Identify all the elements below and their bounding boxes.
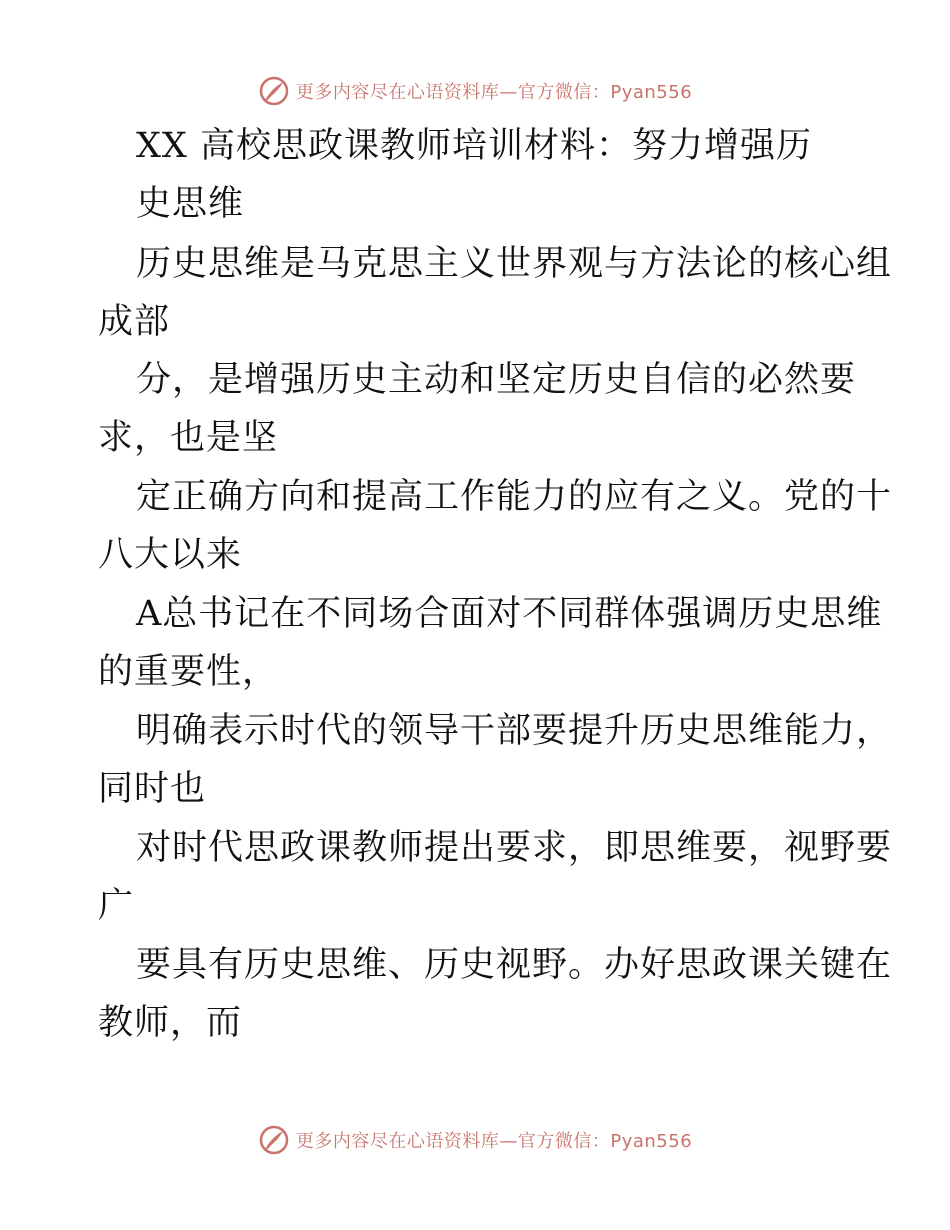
paragraph-line: 定正确方向和提高工作能力的应有之义。党的十	[136, 477, 893, 517]
paragraph-line: 明确表示时代的领导干部要提升历史思维能力，	[136, 711, 893, 751]
paragraph-line: 成部	[98, 302, 171, 342]
paragraph-line: 对时代思政课教师提出要求，即思维要，视野要	[136, 828, 893, 868]
paragraph-line: 历史思维是马克思主义世界观与方法论的核心组	[136, 244, 893, 284]
paragraph-line: 教师，而	[98, 1003, 243, 1043]
paragraph-line: 同时也	[98, 769, 207, 809]
paragraph-line: 的重要性，	[98, 652, 279, 692]
quill-logo-icon	[258, 1124, 290, 1156]
paragraph-line: A总书记在不同场合面对不同群体强调历史思维	[136, 594, 883, 634]
footer-watermark	[0, 1120, 950, 1160]
paragraph-line: 分，是增强历史主动和坚定历史自信的必然要	[136, 360, 857, 400]
paragraph-line: 求，也是坚	[98, 418, 279, 458]
quill-logo-icon	[258, 75, 290, 107]
document-title-line-2: 史思维	[136, 184, 245, 224]
paragraph-line: 要具有历史思维、历史视野。办好思政课关键在	[136, 945, 893, 985]
header-watermark	[0, 71, 950, 111]
paragraph-line: 广	[98, 886, 135, 926]
paragraph-line: 八大以来	[98, 535, 243, 575]
watermark-text: 更多内容尽在心语资料库—官方微信：Pyan556	[295, 82, 693, 103]
watermark-text: 更多内容尽在心语资料库—官方微信：Pyan556	[295, 1131, 693, 1152]
document-title-line-1: XX 高校思政课教师培训材料：努力增强历	[136, 126, 812, 166]
